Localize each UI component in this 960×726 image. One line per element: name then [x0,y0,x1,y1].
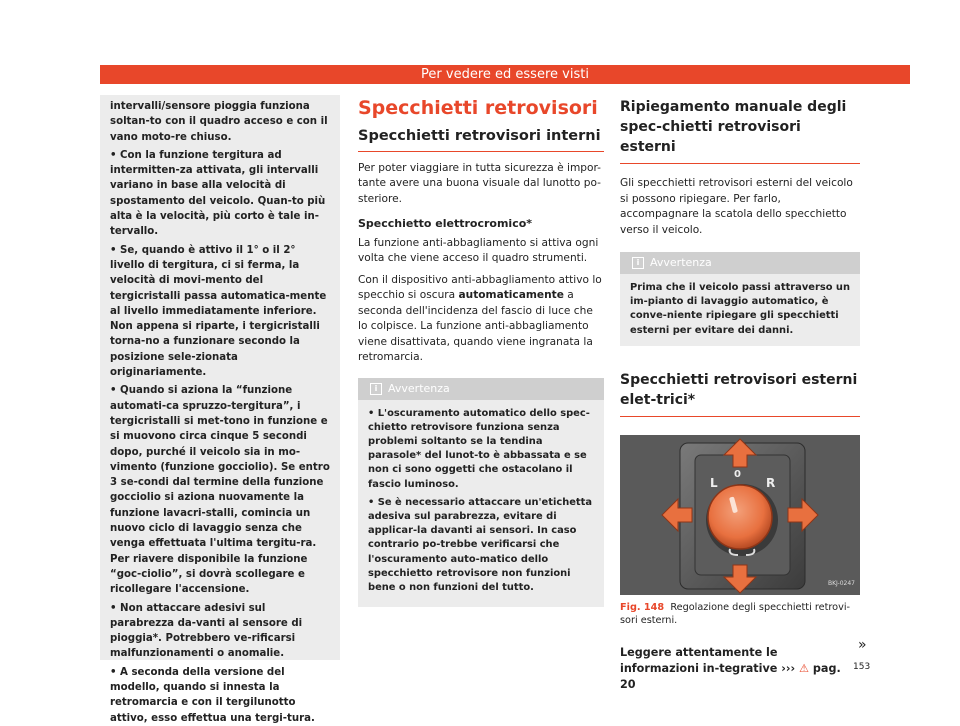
chapter-title: Specchietti retrovisori [358,97,598,119]
figure-code: BKJ-0247 [827,580,855,588]
warning-body [620,274,860,346]
read-arrows: ››› [781,661,796,675]
figure-caption [620,601,860,627]
warning-item: • Se è necessario attaccare un'etichetta adesiva sul parabrezza, evitare di applicar-la davanti ai sensori. In caso contrario po-trebbe verificarsi che l'oscuramento auto-matico dello specchietto retrovisore non funzioni bene o non funzioni del tutto. [368,496,593,593]
left-bullet: • Quando si aziona la “funzione automati-ca spruzzo-tergitura”, i tergicristalli si met-tono in funzione e si muovono circa cinque 5 secondi dopo, purché il veicolo sia in mo-vimento (funzione gocciolio). Se entro 3 se-condi dal termine della funzione gocciolio si aziona nuovamente la funzione lavacri-stalli, comincia un nuovo ciclo di lavaggio senza che venga effettuata l'ultima tergitu-ra. Per riavere disponibile la funzione “goc-ciolio”, si dovrà scollegare e ricollegare l'accensione. [110,385,330,596]
page-frame [50,50,910,724]
page [50,50,910,724]
body-text-rich [358,273,604,366]
body-text: Gli specchietti retrovisori esterni del veicolo si possono ripiegare. Per farlo, accompagnare la scatola dello specchietto verso il veicolo. [620,177,853,236]
page-reference-link[interactable]: pag. 20 [620,661,841,691]
label-right: R [766,475,776,490]
warning-triangle-icon: ⚠ [798,661,810,675]
mirror-switch-illustration [620,435,860,595]
info-icon: i [632,257,644,269]
page-number: 153 [853,662,871,672]
section-title: Ripiegamento manuale degli spec-chietti retrovisori esterni [620,97,860,164]
subheading: Specchietto elettrocromico* [358,217,533,230]
continue-mark: » [858,637,867,653]
section-title: Specchietti retrovisori interni [358,129,604,152]
warning-title: Avvertenza [388,381,450,395]
warning-item: Prima che il veicolo passi attraverso un im-pianto di lavaggio automatico, è conve-niente ripiegare gli specchietti esterni per evitare dei danni. [630,282,850,336]
warning-header [620,252,860,274]
info-icon: i [370,383,382,395]
left-bullet: • Se, quando è attivo il 1° o il 2° livello di tergitura, ci si ferma, la velocità di movi-mento del tergicristalli passa automatica-mente al livello immediatamente inferiore. Non appena si riparte, i tergicristalli torna-no a funzionare secondo la posizione sele-zionata originariamente. [110,244,327,379]
figure-number: Fig. 148 [620,601,665,613]
left-bullet: • A seconda della versione del modello, quando si innesta la retromarcia e con il tergilunotto attivo, esso effettua una tergi-tura. [110,666,315,724]
mirror-switch-figure [620,435,860,595]
left-bullet: • Non attaccare adesivi sul parabrezza da-vanti al sensore di pioggia*. Potrebbero ve-rificarsi malfunzionamenti o anomalie. [110,602,303,660]
warning-body [358,400,604,608]
adjust-knob [708,485,772,549]
left-bullet: • Con la funzione tergitura ad intermitten-za attivata, gli intervalli variano in base alla velocità di spostamento del veicolo. Quan-to più alta è la velocità, più corto è tale in-tervallo. [110,149,326,238]
read-more-note [620,645,860,693]
label-left: L [710,475,718,490]
warning-item: • L'oscuramento automatico dello spec-chietto retrovisore funziona senza problemi soltanto se la tendina parasole* del lunot-to è abbassata e se non ci sono oggetti che ostacolano il fascio luminoso. [368,407,590,490]
section-header: Per vedere ed essere visti [100,65,910,84]
right-column [620,95,860,693]
caption-text: Regolazione degli specchietti retrovi-sori esterni. [620,601,851,626]
left-info-box [100,95,340,724]
bold-term: automaticamente [458,289,564,301]
label-zero: 0 [734,468,741,480]
intro-text: Per poter viaggiare in tutta sicurezza è impor-tante avere una buona visuale dal lunotto po-steriore. [358,161,601,205]
warning-box [620,252,860,346]
warning-header [358,378,604,400]
body-text: La funzione anti-abbagliamento si attiva ogni volta che viene acceso il quadro strumenti. [358,236,599,264]
text-fragment: a seconda dell'incidenza del fascio di luce che lo colpisce. La funzione anti-abbagliamento viene disattivata, quando viene ingranata la retromarcia. [358,289,593,363]
section-title: Specchietti retrovisori esterni elet-trici* [620,370,860,417]
middle-column [358,95,604,607]
read-more-text: Leggere attentamente le informazioni in-tegrative [620,645,778,675]
left-paragraph: intervalli/sensore pioggia funziona soltan-to con il quadro acceso e con il vano moto-re chiuso. [110,101,328,143]
text-fragment: Con il dispositivo anti-abbagliamento attivo lo specchio si oscura [358,273,602,301]
warning-title: Avvertenza [650,256,712,269]
warning-box [358,378,604,608]
